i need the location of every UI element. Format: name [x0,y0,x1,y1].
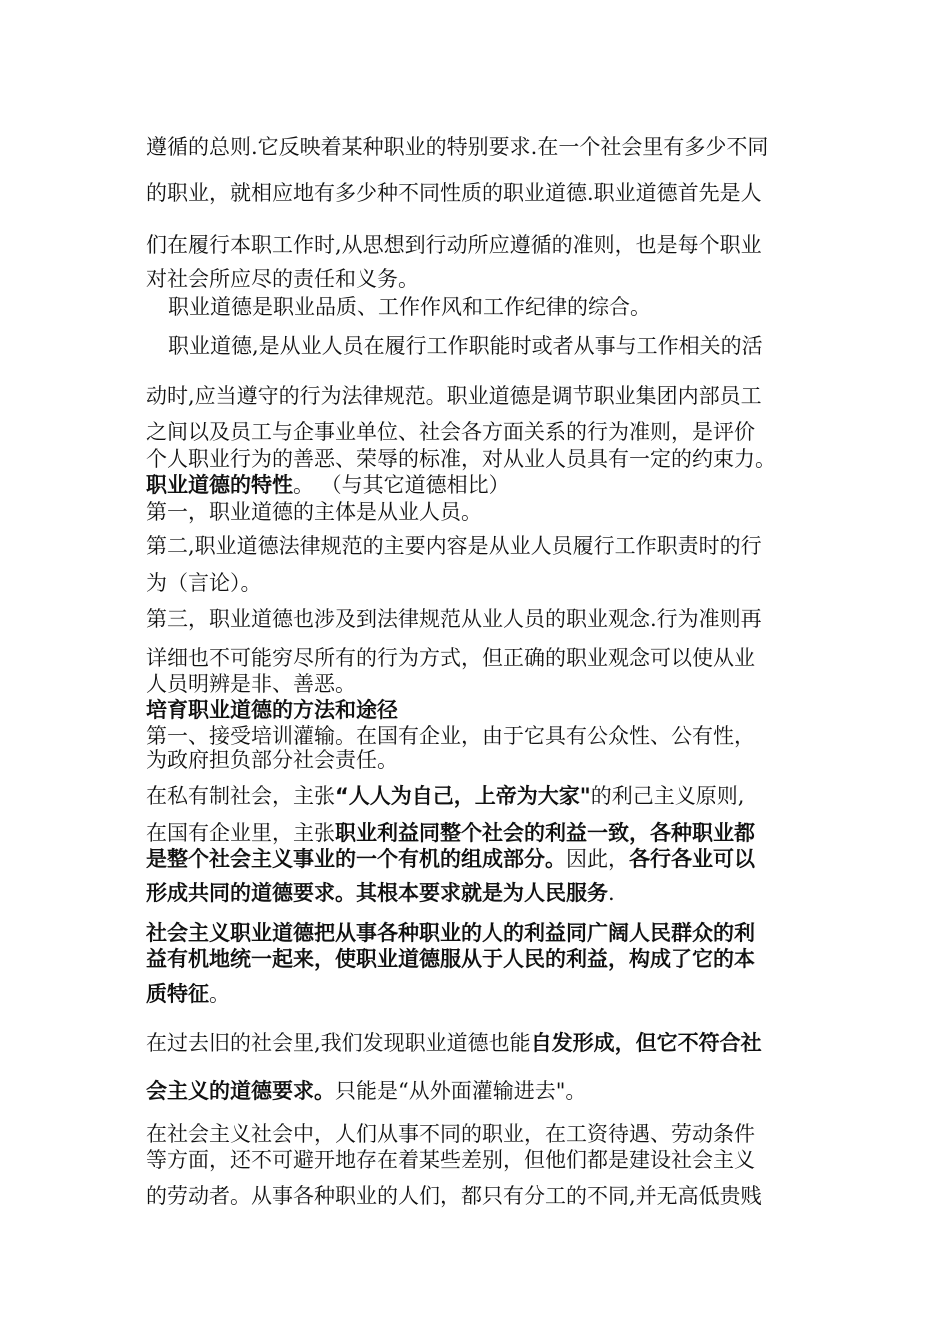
bold-text: 职业利益同整个社会的利益一致，各种职业都 [335,821,755,845]
text-line [146,1183,816,1209]
text-line [146,383,816,409]
text-line [146,1121,816,1147]
text-segment: 在过去旧的社会里,我们发现职业道德也能 [146,1031,531,1055]
bold-text: 自发形成，但它不符合社 [530,1031,762,1055]
bold-text: 社会主义职业道德把从事各种职业的人的利益同广阔人民群众的利 [146,921,755,945]
text-segment: 个人职业行为的善恶、荣辱的标准，对从业人员具有一定的约束力。 [146,447,776,471]
text-segment: 在私有制社会，主张 [146,784,335,808]
text-line [146,472,816,498]
text-segment: 在社会主义社会中，人们从事不同的职业，在工资待遇、劳动条件 [146,1122,755,1146]
text-line [146,920,816,946]
text-line [146,446,816,472]
bold-text: 培育职业道德的方法和途径 [146,698,398,722]
text-segment: 。 [209,982,230,1006]
text-segment: 第三，职业道德也涉及到法律规范从业人员的职业观念.行为准则再 [146,607,762,631]
text-segment: 因此， [566,847,629,871]
text-line [146,783,816,809]
text-line [146,645,816,671]
text-segment: . [608,881,615,905]
text-segment: 的劳动者。从事各种职业的人们，都只有分工的不同,并无高低贵贱 [146,1184,762,1208]
bold-text: 益有机地统一起来，使职业道德服从于人民的利益，构成了它的本 [146,947,755,971]
bold-text: 形成共同的道德要求。其根本要求就是为人民服务 [146,881,608,905]
text-segment: 等方面，还不可避开地存在着某些差别，但他们都是建设社会主义 [146,1148,755,1172]
text-segment: 们在履行本职工作时,从思想到行动所应遵循的准则，也是每个职业 [146,233,762,257]
text-segment: 为（言论）。 [146,571,262,595]
text-line [146,820,816,846]
text-line [146,697,816,723]
text-line [146,671,816,697]
text-segment: 之间以及员工与企事业单位、社会各方面关系的行为准则，是评价 [146,420,755,444]
text-line [146,946,816,972]
text-line [146,570,816,596]
text-line [168,333,838,359]
text-segment: 详细也不可能穷尽所有的行为方式，但正确的职业观念可以使从业 [146,646,755,670]
text-segment: 第一，职业道德的主体是从业人员。 [146,500,482,524]
text-line [146,747,816,773]
text-line [146,1147,816,1173]
text-segment: 职业道德是职业品质、工作作风和工作纪律的综合。 [168,295,651,319]
text-line [146,1030,816,1056]
text-segment: 遵循的总则.它反映着某种职业的特别要求.在一个社会里有多少不同 [146,135,769,159]
text-line [146,880,816,906]
text-line [146,606,816,632]
text-segment: 的职业，就相应地有多少种不同性质的职业道德.职业道德首先是人 [146,181,762,205]
bold-text: “人人为自己，上帝为大家" [335,784,591,808]
text-line [146,419,816,445]
text-segment: 动时,应当遵守的行为法律规范。职业道德是调节职业集团内部员工 [146,384,762,408]
text-segment: 为政府担负部分社会责任。 [146,748,398,772]
text-line [146,232,816,258]
text-line [146,981,816,1007]
text-segment: 。 （与其它道德相比） [293,473,510,497]
text-segment: 在国有企业里，主张 [146,821,335,845]
text-segment: 职业道德,是从业人员在履行工作职能时或者从事与工作相关的活 [168,334,763,358]
text-line [146,180,816,206]
text-line [168,294,838,320]
bold-text: 质特征 [146,982,209,1006]
text-segment: 第一、接受培训灌输。在国有企业，由于它具有公众性、公有性， [146,724,755,748]
text-segment: 对社会所应尽的责任和义务。 [146,267,419,291]
bold-text: 会主义的道德要求。 [146,1079,335,1103]
text-segment: 第二,职业道德法律规范的主要内容是从业人员履行工作职责时的行 [146,534,762,558]
text-line [146,533,816,559]
text-line [146,134,816,160]
text-line [146,499,816,525]
text-segment: 的利己主义原则, [590,784,745,808]
text-line [146,846,816,872]
text-segment: 人员明辨是非、善恶。 [146,672,356,696]
text-line [146,1078,816,1104]
text-segment: 只能是“从外面灌输进去"。 [335,1079,587,1103]
bold-text: 是整个社会主义事业的一个有机的组成部分。 [146,847,566,871]
text-line [146,266,816,292]
bold-text: 职业道德的特性 [146,473,293,497]
bold-text: 各行各业可以 [629,847,755,871]
text-line [146,723,816,749]
